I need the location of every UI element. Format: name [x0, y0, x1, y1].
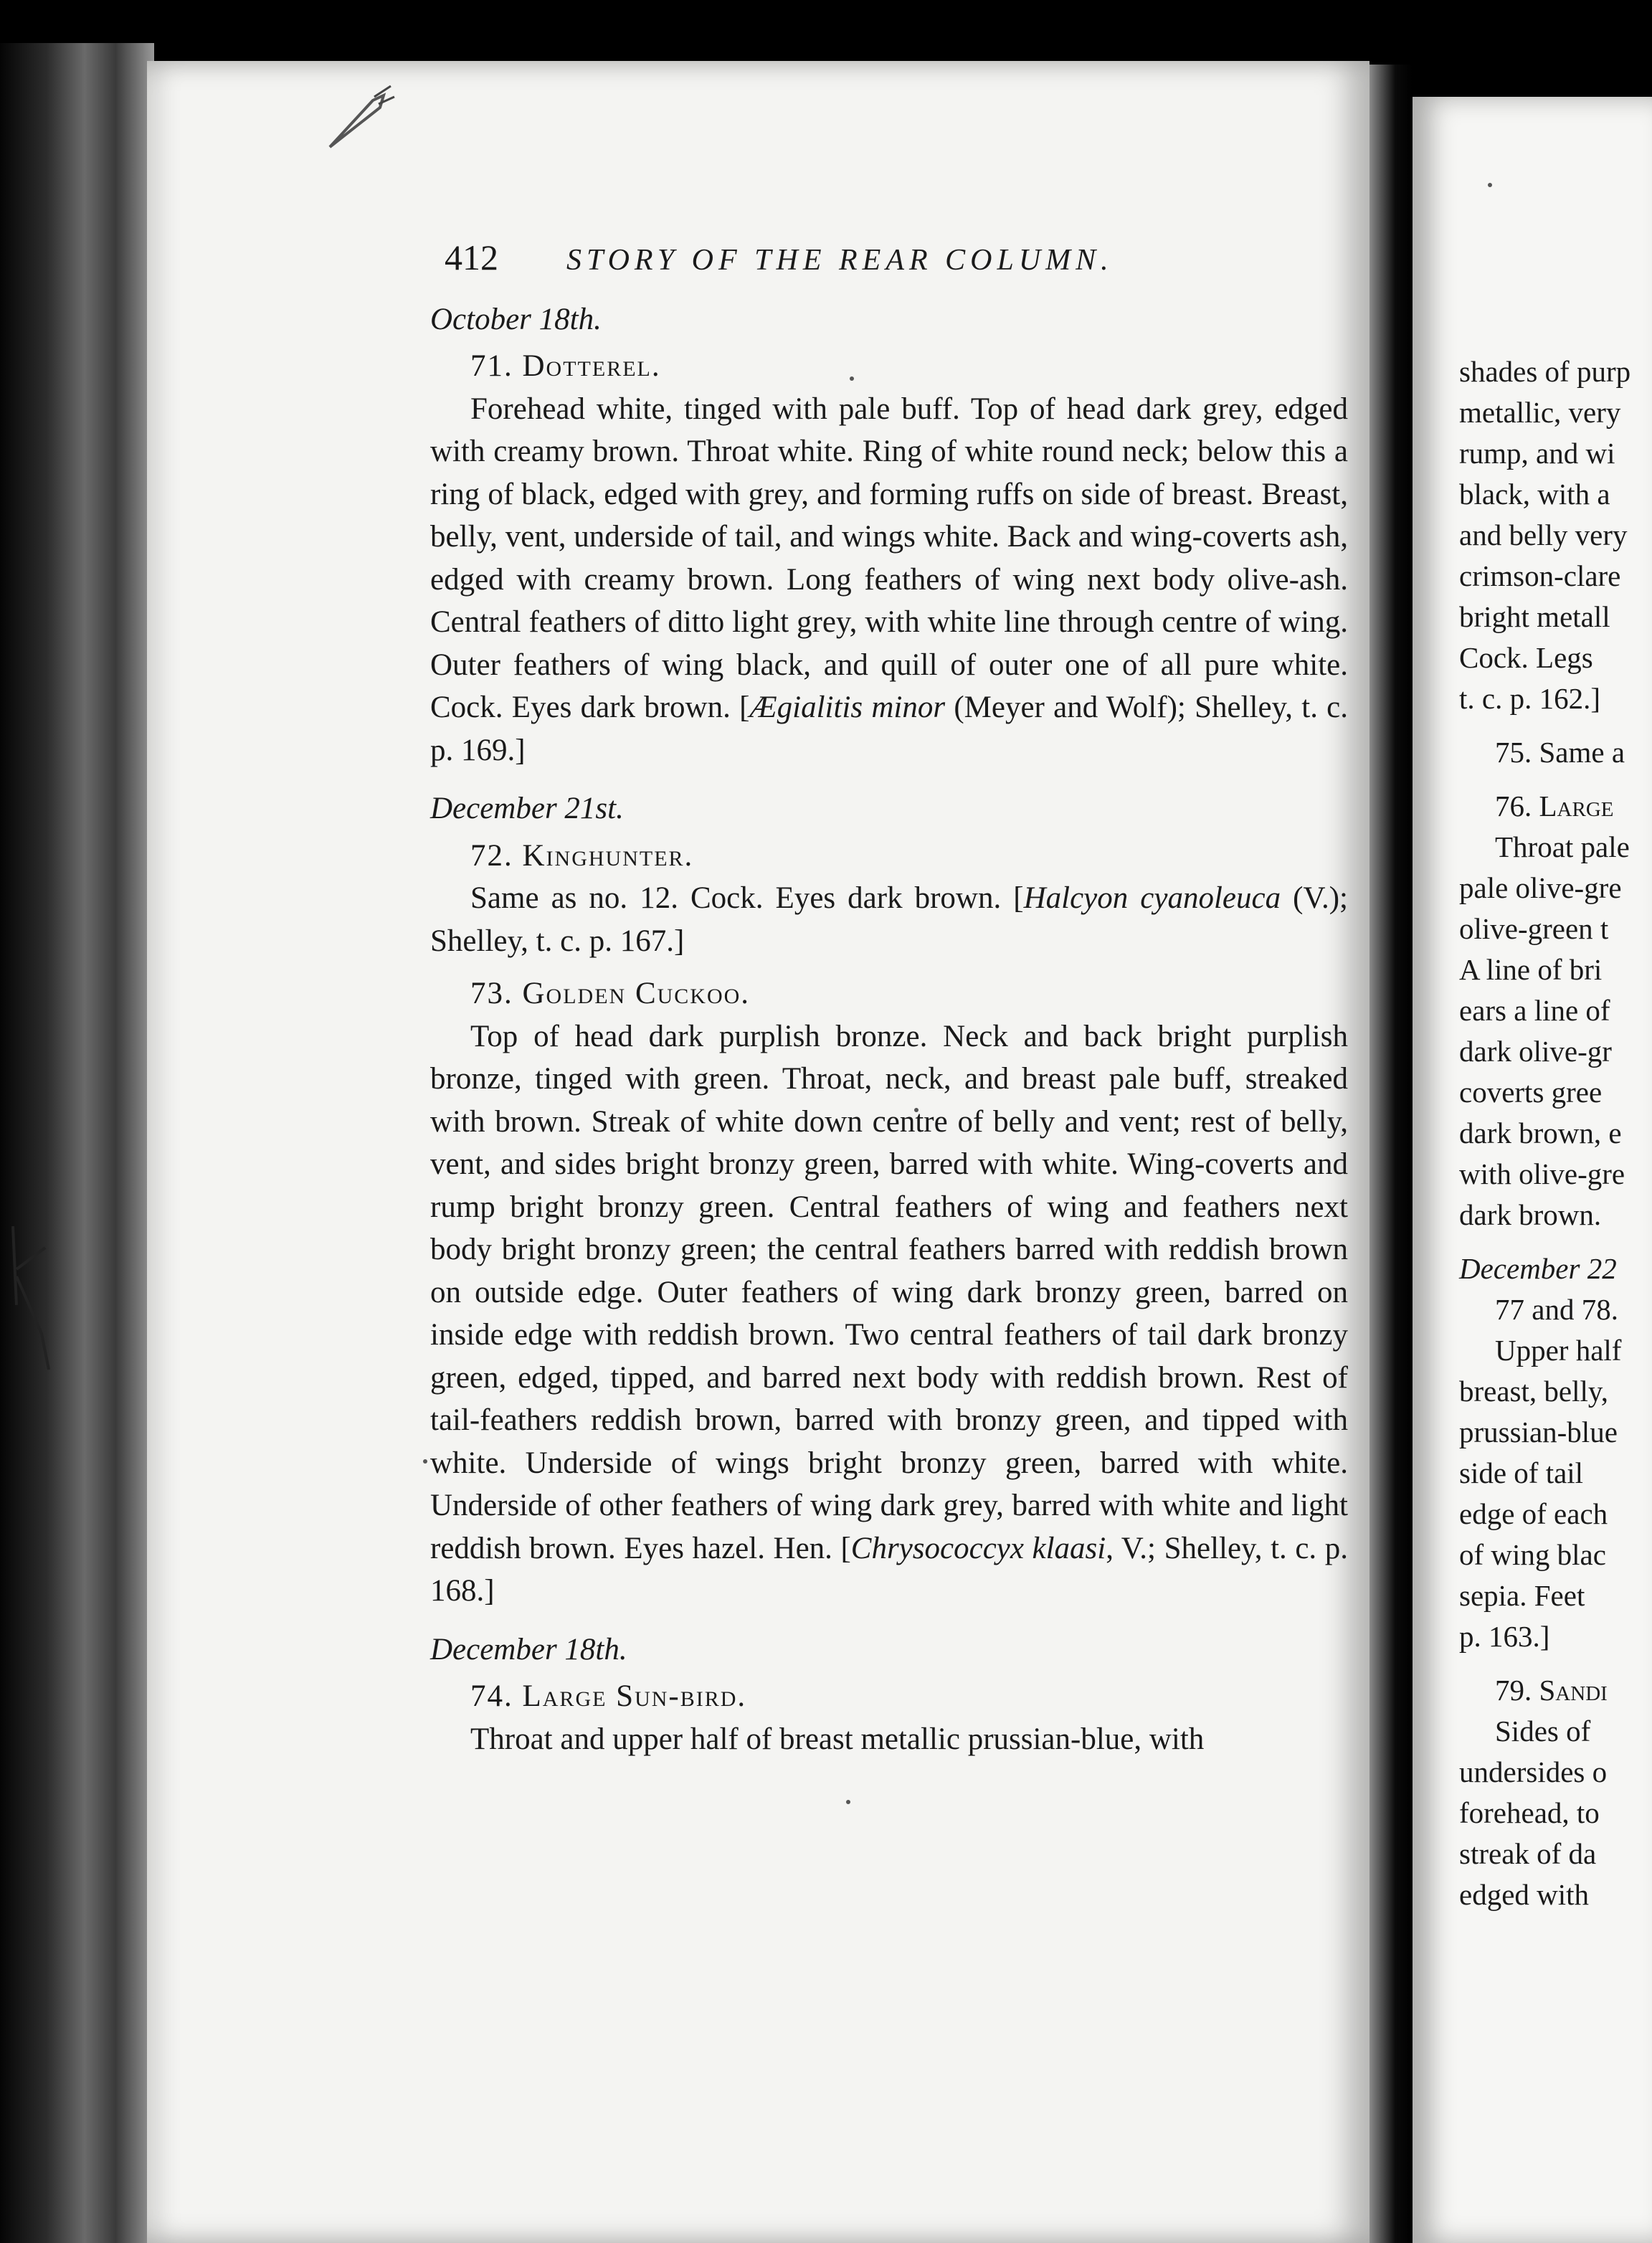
right-line: 79. Sandi: [1495, 1674, 1608, 1707]
entry-date: December 21st.: [430, 792, 624, 825]
entry-body-text: Forehead white, tinged with pale buff. Top of head dark grey, edged with creamy brown. Throat white. Ring of white round neck; below this a ring of black, edged with grey, and forming ruffs on side of breast. Breast, belly, vent, underside of tail, and wings white. Back and wing-coverts ash, edged with creamy brown. Long feathers of wing next body olive-ash. Central feathers of ditto light grey, with white line through centre of wing. Outer feathers of wing black, and quill of outer one of all pure white. Cock. Eyes dark brown. [: [430, 392, 1348, 724]
page-header: [445, 237, 1348, 283]
right-line: sepia. Feet: [1459, 1579, 1585, 1612]
scientific-name: Halcyon cyanoleuca: [1023, 881, 1281, 915]
speck: [423, 1459, 427, 1464]
right-line: ears a line of: [1459, 994, 1610, 1027]
speck: [846, 1800, 850, 1804]
right-line: breast, belly,: [1459, 1375, 1608, 1408]
entry-title: 74. Large Sun-bird.: [470, 1679, 747, 1713]
right-line: Cock. Legs: [1459, 641, 1593, 674]
right-line: olive-green t: [1459, 912, 1609, 945]
right-line: dark brown, e: [1459, 1116, 1622, 1149]
entry: [430, 1628, 1348, 1761]
right-line: undersides o: [1459, 1755, 1608, 1788]
entry-body: [430, 877, 1348, 962]
right-line: 77 and 78.: [1495, 1293, 1618, 1326]
right-line: coverts gree: [1459, 1076, 1603, 1109]
right-line: dark brown.: [1459, 1198, 1602, 1231]
entry: [430, 298, 1348, 772]
right-line: dark olive-gr: [1459, 1035, 1612, 1068]
right-line: Upper half: [1495, 1334, 1622, 1367]
right-line: A line of bri: [1459, 953, 1603, 986]
right-line: forehead, to: [1459, 1796, 1600, 1829]
entry-title: 73. Golden Cuckoo.: [470, 977, 751, 1010]
right-line: t. c. p. 162.]: [1459, 682, 1600, 715]
entry-body: [430, 1015, 1348, 1613]
entry-body-tail: (V.); Shelley, t. c. p. 167.]: [430, 881, 1348, 958]
entry-body-text: Same as no. 12. Cock. Eyes dark brown. [: [470, 881, 1024, 915]
entry-title: 72. Kinghunter.: [470, 838, 694, 873]
right-line: rump, and wi: [1459, 437, 1615, 470]
right-line: side of tail: [1459, 1456, 1584, 1489]
right-line: streak of da: [1459, 1837, 1597, 1870]
right-line: edged with: [1459, 1878, 1590, 1911]
left-page-text: [430, 237, 1348, 1760]
margin-scribble-icon: [6, 1219, 56, 1377]
right-line: pale olive-gre: [1459, 871, 1622, 904]
right-page-text: [1459, 351, 1652, 1915]
right-line: black, with a: [1459, 478, 1610, 511]
right-line: December 22: [1459, 1252, 1617, 1285]
entry-date: October 18th.: [430, 302, 602, 336]
speck: [1488, 183, 1492, 187]
right-line: and belly very: [1459, 518, 1628, 551]
right-line: edge of each: [1459, 1497, 1608, 1530]
right-line: prussian-blue: [1459, 1415, 1618, 1448]
page-number: 412: [445, 237, 498, 278]
right-line: bright metall: [1459, 600, 1610, 633]
right-line: 76. Large: [1495, 789, 1614, 822]
right-line: Sides of: [1495, 1715, 1591, 1748]
right-line: Throat pale: [1495, 830, 1630, 863]
right-line: p. 163.]: [1459, 1620, 1550, 1653]
right-line: with olive-gre: [1459, 1157, 1625, 1190]
entry-body-tail: (Meyer and Wolf); Shelley, t. c. p. 169.]: [430, 691, 1349, 767]
entry: [430, 972, 1348, 1613]
scientific-name: Ægialitis minor: [749, 691, 946, 724]
entry-body: [430, 388, 1348, 772]
entry-date: December 18th.: [430, 1632, 627, 1666]
right-line: shades of purp: [1459, 355, 1631, 388]
pencil-annotation-icon: [323, 82, 402, 154]
running-head: STORY OF THE REAR COLUMN.: [566, 244, 1114, 277]
book-gutter: [1369, 65, 1413, 2243]
entry-title: 71. Dotterel.: [470, 349, 661, 383]
right-line: crimson-clare: [1459, 559, 1621, 592]
right-line: of wing blac: [1459, 1538, 1606, 1571]
right-line: 75. Same a: [1495, 736, 1625, 769]
entry-body: Throat and upper half of breast metallic prussian-blue, with: [470, 1722, 1205, 1756]
scientific-name: Chrysococcyx klaasi: [850, 1531, 1106, 1565]
entry-body-tail: , V.; Shelley, t. c. p. 168.]: [430, 1531, 1348, 1608]
right-line: metallic, very: [1459, 396, 1621, 429]
entry-body-text: Top of head dark purplish bronze. Neck and back bright purplish bronze, tinged with green. Throat, neck, and breast pale buff, streaked with brown. Streak of white down centre of belly and vent; rest of belly, vent, and sides bright bronzy green, barred with white. Wing-coverts and rump bright bronzy green. Central feathers of wing and feathers next body bright bronzy green; the central feathers barred with reddish brown on outside edge. Outer feathers of wing dark bronzy green, barred on inside edge with reddish brown. Two central feathers of tail dark bronzy green, edged, tipped, and barred next body with reddish brown. Rest of tail-feathers reddish brown, barred with bronzy green, and tipped with white. Underside of wings bright bronzy green, barred with white. Underside of other feathers of wing dark grey, barred with white and light reddish brown. Eyes hazel. Hen. [: [430, 1019, 1348, 1565]
entry: [430, 787, 1348, 962]
book-spine-left: [0, 43, 154, 2243]
